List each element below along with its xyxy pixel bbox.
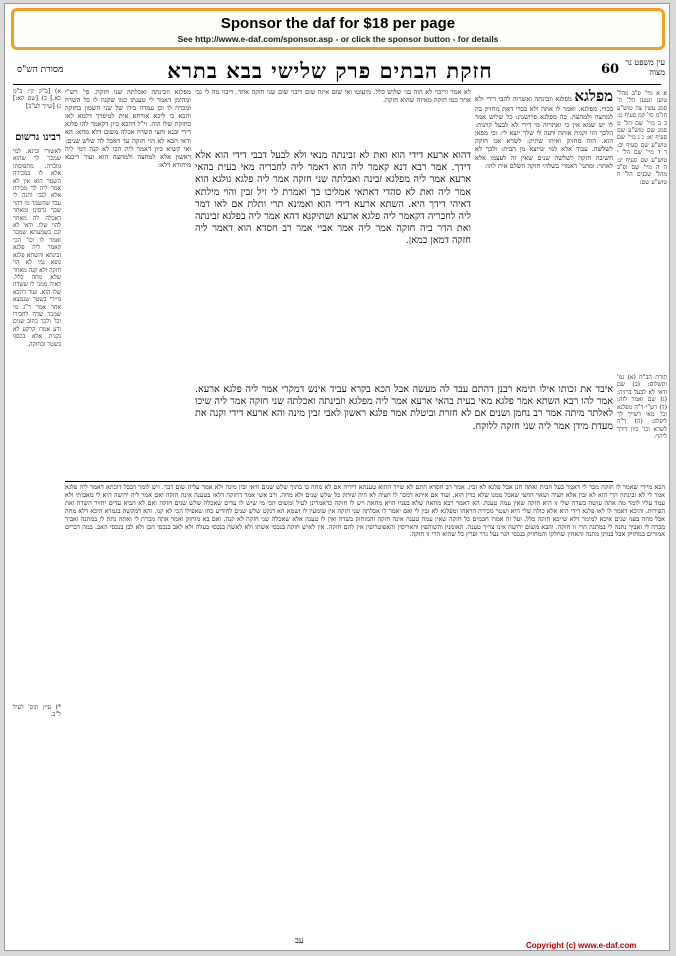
rashi-opening-word: מפלגא bbox=[574, 88, 613, 105]
rashi-text: מפלגא וזבינתה ואשרוה להבי דירי ולא בכדי. מפלגא. ואמר לו אתה ולא בכדי דאת מחזיק בה למחצה ולמחצה. כה מפלגא פרושנת: כל שלוש אמר לו יש שמא אין כי ואתרוה מי דירי לא לבעל קרנות: הלכך הוו וקנית אותה ותנה לי שלך יוצא לי: וכי מפאן הוא. הוה מחזיק ואיהו שתיק: לשרא אנו חזקה לשלשה. עבוד אלא למי שיוצא מן הבית: ולכך לא חשיבה חזקה לשלשה שנים שאין זה לעצמו אלא לאחר: ומתני' דאמרי בשלהי חזקה השלם אית להו: bbox=[475, 95, 613, 170]
section-divider bbox=[65, 481, 613, 482]
masoret-hashas-notes: א) [ב"ק קי: ב"מ כא.] ב) [שם קא:] ג) [שייך לע"ב] bbox=[13, 88, 61, 110]
bottom-commentary: הכא מיירי שאמר לו חזקה מכר לי דאמר בעל הבית ואתה חנן אבל פלגא לא זבין. אמר רב חסדא התם לא שייך ההוא טענתא דידיה אם לא מחה בו בתוך שלש שנים ודאי זבין מינה ולא אמר עליה שום דבר. ויש לומר דבכל דוכתא דאמר ליה פלגא אמר לי לא זבינתה הרי הוא לא זבין אלא חציה ושאר החצי שאכל ממנו שלא כדין הוא. ועוד אם איתא דמכר לו חציה לא היה שותק כל שלש שנים ולא מחה. ורב אשי אמר דחזקה דלאו בטענה אינה חזקה ואם אמר ליה ירושה היא לי מאבותי ולא עמד עליו לומר מה אתה עושה בשדה שלי זו היא חזקה שאין עמה טענה. הא דאמר רבא מחאה שלא בפניו הויא מחאה ויש לו חזקה כדאמרינן לעיל ומשום הכי מי שיש לו עדים שאכלה שלש שנים חזקה ואם לא הביא עדים יחזיר השדה ואת הפירות. והיכא דאמר לו לאו פלגא דידי היא אלא כולה שלי היא ושטר מכירה הראהו ומפלגא לא זבין לי ואם יאמר לו אכלתה שני חזקה אין שומעין לו ושמא הא דנקט שלש שנים להודיע כחו שאפילו הכי לא קני. והא דמקשה בגמרא היכא דלא מחה אבל מחה בפני שנים איכא למימר דלא שייכא חזקה כלל. ועל זה אמרו חכמים כל חזקה שאין עמה טענה אינה חזקה והמוחזק בשדה ואין לו טענה אלא שאכלה שני חזקה לא קנה. ואם בא מוחזק ואמר אתה מכרת לי ואתה נתת לי במתנה ואביך מכרה לי ואביך נתנה לי במתנה הרי זו חזקה. והבא משום ירושה אינו צריך טענה. האומנין והשותפין והאריסין והאפוטרופין אין להם חזקה. אין לאיש חזקה בנכסי אשתו ולא לאשה בנכסי בעלה ולא לאב בנכסי הבן ולא לבן בנכסי האב. במה דברים אמורים במחזיק אבל בנותן מתנה והאחין שחלקו והמחזיק בנכסי הגר נעל גדר ופרץ כל שהוא הרי זו חזקה. bbox=[65, 484, 665, 539]
sponsor-headline[interactable]: Sponsor the daf for $18 per page bbox=[220, 15, 456, 32]
ein-mishpat-notes: א א מיי' פ"ב מהל' טוען ונטען הל' ה' סמג עשין צה טוש"ע חו"מ סי' קמ סעיף ט: ב ב מיי' שם הל' ט סמג שם טוש"ע שם סעיף יא: ג ג מיי' שם טוש"ע שם סעיף יב: ד ד מיי' שם הל' י טוש"ע שם סעיף יג: ה ה מיי' שם ופ"ב מהל' שכנים הל' ח טוש"ע שם: bbox=[617, 90, 667, 186]
left-footnote: *) עיין תוס' לעיל ל"ב. bbox=[13, 704, 61, 719]
rabenu-gershom-title: רבינו גרשום bbox=[15, 132, 61, 143]
page-header bbox=[5, 54, 669, 88]
tosafot-commentary: מפלגא וזבינתה ואכלתה שני חזקה. פי' רש"י ומהימן דאמר לי טענתו כמו שקנה לו כל השדה ומכרה לו וכן עמדה בידו של שני השמון בחזקה והכא כי ליכא אורחא אית למיפרך דלמא לאו בחזקת שלו הוה. וי"ל דהכא כיון דקאמר להו פלגא דידי זבנא וחצי השדה אכלה משום דלא מחא: הא ודאי הכא לא הוי חזקה עד דאכל לה שלש שנים: ואי קשיא כיון דאמר ליה הכי לא קנה דמי ליה ראשון אלא למחצה ולמחצה הוא ועוד ריכנא מיתורא דלא: bbox=[65, 88, 191, 169]
copyright-notice[interactable]: Copyright (c) www.e-daf.com bbox=[526, 941, 637, 950]
sponsor-banner[interactable] bbox=[11, 8, 665, 50]
masoret-hashas-label: מסורת הש"ס bbox=[17, 65, 64, 75]
gemara-continuation-text: איבד את זכותו אילו תימא רבנן דהתם עבד לה מעשה אבל הכא בקרא עביד אינש דמקרי אמר ליה פלגא ארעא. אמר להו רבא השתא אמר פלגא מאי בעית בהאי ארעא אמר ליה מפלגא וזבינתה ואכלתה שני חזקה אמר ליה שיכו לאלתר מיתה אמר רב נחמן ושנים אם לא חזרת וביטלת אמר פלגא ראשון לאבי זבין מינה והא ארעא דידי וקנה את מעדת מידן אמר ליה שני חזקה ללוקח. bbox=[195, 384, 613, 432]
torat-habach-notes: תורת הב"ח (א) גמ' ותשלום: (ב) שם ודאי לא לבעל ברזיה: (ג) שם ואמר לזה: (ד) רש"י ד"ה מפלגא וכו' מאי דשייך לך ליפלוג: (ה) ד"ה לשרא וכו' כיון דידך ליהוי: bbox=[617, 374, 667, 441]
header-rule bbox=[13, 84, 661, 85]
ein-mishpat-label: עין משפט נר מצוה bbox=[625, 58, 665, 77]
gemara-top-text: לא אמר וריבוי לא הוה בגי שלוש כלל. מיעוטו ואי שום איזה שום ריבוי שום שני חזקה אחד. ריבוי מה לי גבי אחר כמו חזקה מאיזה שהוא חזקה. bbox=[195, 88, 471, 105]
page-footer-mark: עב bbox=[295, 936, 304, 945]
gemara-main-text: דהוא ארעא דידי הוא ואת לא זבינתה מנאי ולא לבעל דבבי דידי הוא אלא דידך. אמר רבא דנא קאמר ליה הוא דאמר ליה לחבריה מאי בעית בהאי ארעא אמר ליה מפלגא זבינה ואבלתה שני חזקה אמר ליה פלגא גולגא הוא אמר ליה ואת לא סהדי דאתאי אמליכו בך ואמרת לי זיל זבין והוי מילתא דאיהי דידך היא. השתא ארעא דידי הוא ואמינא תרי ותלת אם לאו דמר ליה לחבריה דקאמר ליה פלגא ארעא ושתיקנא דהא אמר ליה בפלגא זבינתה ואת הדר ביה חזקה אמר ליה אמר אביי אמר רב חסדא הוא דאמר ליה חזקה דמאן כמאן. bbox=[195, 150, 471, 247]
page-title: חזקת הבתים פרק שלישי בבא בתרא bbox=[167, 58, 493, 83]
talmud-page bbox=[4, 3, 670, 951]
rabenu-gershom-text: לאשורי זבינא. למי שמכר לך שהוא מוכרה. מתפיסתו אלא לו במכירה השטר הוא אין לא אמר ליה לך מכירה אלא לגבי ותנה לי עבד שהשמר מי דהוי שכך גרסינן ומאחר דאכלה לה מאחר להוי שלו. ודאי לא קם בשמעתא שמכר ואמר לו וכו' הכי קאמר ליה פלגא זבינתא והשתא פלגא גופא נמי לא הוי חזקה ולא קנה מאחר שלא מחה כלל. ראיה ממני לו ששדה שלו הוא. ועוד דהכא מיירי בשטר שנמצא אחר אמר ר"ג מי שמכר שדה לחבירו וכו' ולכך כתוב שנים ודע אמרו קרקע לא נקנית אלא בכסף בשטר ובחזקה. bbox=[13, 148, 61, 348]
sponsor-subline[interactable]: See http://www.e-daf.com/sponsor.asp - or click the sponsor button - for details bbox=[177, 34, 499, 44]
page-number: 60 bbox=[601, 62, 620, 77]
